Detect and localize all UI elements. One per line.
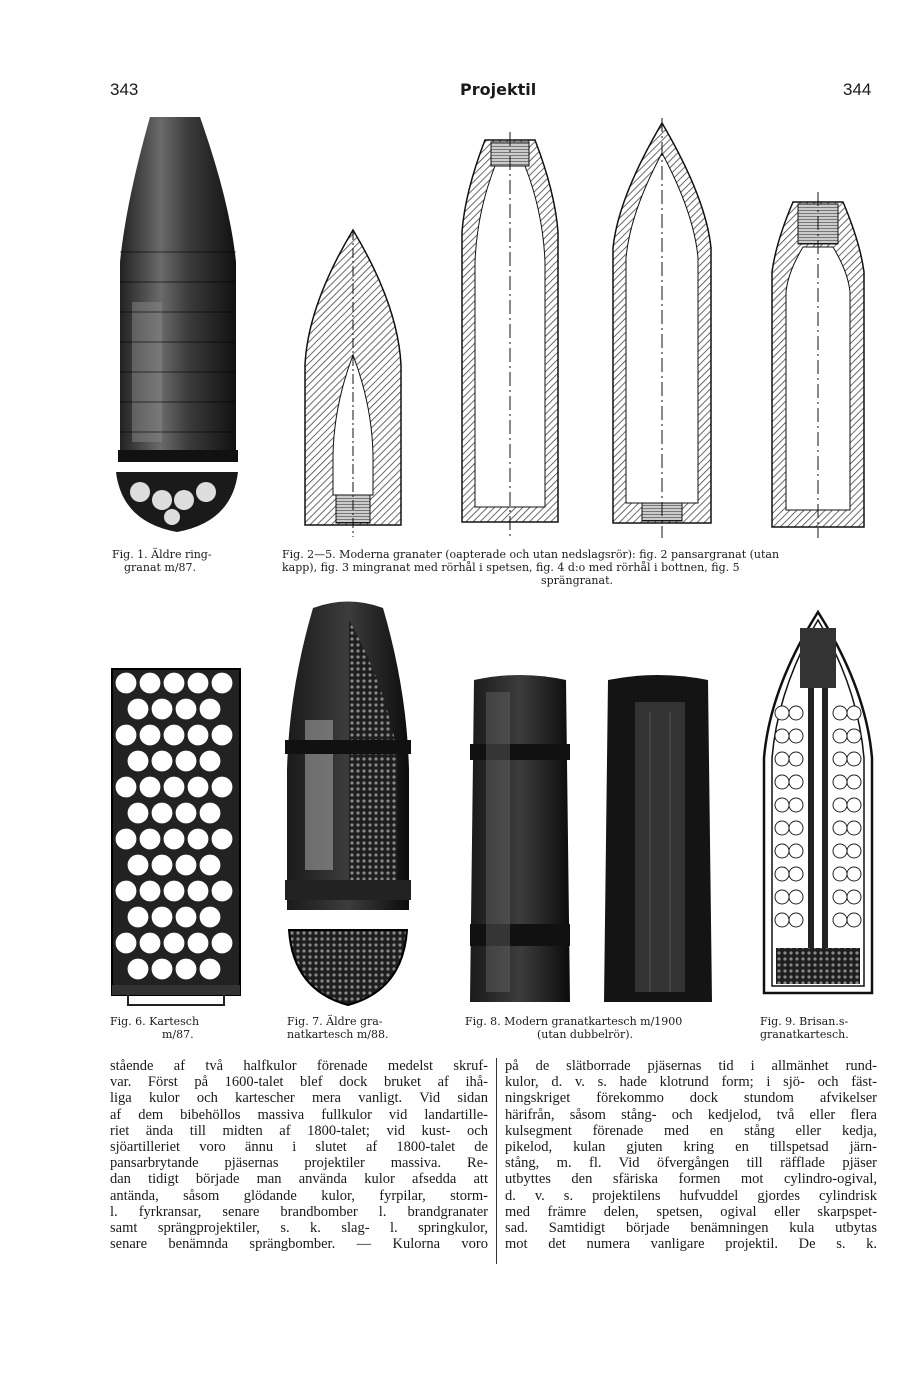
- right-page-number: 344: [843, 80, 872, 99]
- fig9-shrapnel-shell-drawing: [758, 608, 878, 1008]
- fig6-canister-illustration: [108, 665, 244, 1010]
- text-line: dan tidigt började man använda kulor afsedda att: [110, 1171, 488, 1188]
- fig6-caption-line: m/87.: [162, 1028, 194, 1041]
- fig1-caption-line: granat m/87.: [124, 561, 197, 574]
- text-line: samt sprängprojektiler, s. k. slag- l. springkulor,: [110, 1220, 488, 1237]
- text-line: på de slätborrade pjäsernas tid i allmänhet rund-: [505, 1058, 877, 1074]
- fig8-caption-line: Fig. 8. Modern granatkartesch m/1900: [465, 1015, 683, 1028]
- fig2-5-caption-line: Fig. 2—5. Moderna granater (oapterade och utan nedslagsrör): fig. 2 pansargranat (utan: [282, 548, 780, 561]
- fig2-5-caption-line: sprängranat.: [540, 574, 613, 587]
- text-line: mot det numera vanligare projektil. De s. k.: [505, 1236, 877, 1253]
- fig5-explosive-shell-drawing: [768, 192, 868, 540]
- fig3-mine-shell-drawing: [455, 122, 565, 540]
- fig2-5-caption: [282, 548, 872, 587]
- fig2-5-caption-line: kapp), fig. 3 mingranat med rörhål i spetsen, fig. 4 d:o med rörhål i bottnen, fig. 5: [282, 561, 740, 574]
- text-line: l. fyrkransar, senare brandbomber l. brandgranater: [110, 1203, 488, 1220]
- text-line: pansarbrytande pjäsernas projektiler massiva. Re-: [110, 1155, 488, 1172]
- fig2-armor-piercing-shell-drawing: [298, 225, 408, 540]
- text-line: kulor, d. v. s. hade klotrund form; i sjö- och fäst-: [505, 1074, 877, 1091]
- fig1-ring-shell-illustration: [112, 112, 242, 542]
- left-page-number: 343: [110, 80, 139, 99]
- column-divider: [496, 1058, 497, 1264]
- fig6-caption: [110, 1015, 199, 1041]
- fig7-shell-canister-illustration: [283, 600, 413, 1010]
- fig1-caption: [112, 548, 212, 574]
- fig8-caption: [465, 1015, 725, 1041]
- text-line: pikelod, kulan gjuten kring en tillspetsad järn-: [505, 1139, 877, 1156]
- fig6-caption-line: Fig. 6. Kartesch: [110, 1015, 200, 1028]
- fig8-modern-canister-illustration: [460, 672, 720, 1007]
- text-line: stående af två halfkulor förenade medelst skruf-: [110, 1058, 488, 1074]
- fig9-caption: [760, 1015, 849, 1041]
- text-line: senare benämnda sprängbomber. — Kulorna voro: [110, 1236, 488, 1253]
- text-line: ningskriget förekommo dock stundom afvikelser: [505, 1090, 877, 1107]
- fig1-caption-line: Fig. 1. Äldre ring-: [112, 548, 212, 561]
- text-line: härifrån, såsom stång- och kedjelod, två eller flera: [505, 1106, 877, 1123]
- fig7-caption-line: natkartesch m/88.: [287, 1028, 389, 1041]
- text-line: var. Först på 1600-talet blef dock bruket af ihå-: [110, 1074, 488, 1091]
- fig9-caption-line: granatkartesch.: [760, 1028, 849, 1041]
- text-line: utbyttes den sfäriska formen mot cylindro-ogival,: [505, 1171, 877, 1188]
- text-line: stång, m. fl. Vid öfvergången till räfflade pjäser: [505, 1155, 877, 1172]
- fig8-caption-line: (utan dubbelrör).: [537, 1028, 634, 1041]
- text-line: sjöartilleriet voro ännu i slutet af 1800-talet de: [110, 1139, 488, 1156]
- fig4-mine-shell-base-fuze-drawing: [606, 118, 718, 540]
- text-line: antända, såsom glödande kulor, fyrpilar, storm-: [110, 1187, 488, 1204]
- text-line: riet ända till midten af 1800-talet; vid kust- och: [110, 1122, 488, 1139]
- text-line: sad. Samtidigt började benämningen kula utbytas: [505, 1220, 877, 1237]
- text-line: d. v. s. projektilens hufvuddel gjordes cylindrisk: [505, 1187, 877, 1204]
- page-title: Projektil: [460, 80, 537, 99]
- text-line: liga kulor och kartescher mera vanligt. Vid sidan: [110, 1090, 488, 1107]
- left-text-column: [110, 1058, 488, 1252]
- fig7-caption: [287, 1015, 389, 1041]
- fig7-caption-line: Fig. 7. Äldre gra-: [287, 1015, 383, 1028]
- right-text-column: [505, 1058, 877, 1252]
- text-line: med främre delen, spetsen, ogival eller skarpspet-: [505, 1203, 877, 1220]
- text-line: af dem bibehöllos massiva fullkulor vid landartille-: [110, 1106, 488, 1123]
- fig9-caption-line: Fig. 9. Brisan.s-: [760, 1015, 849, 1028]
- text-line: kulsegment förenade med en stång eller kedja,: [505, 1122, 877, 1139]
